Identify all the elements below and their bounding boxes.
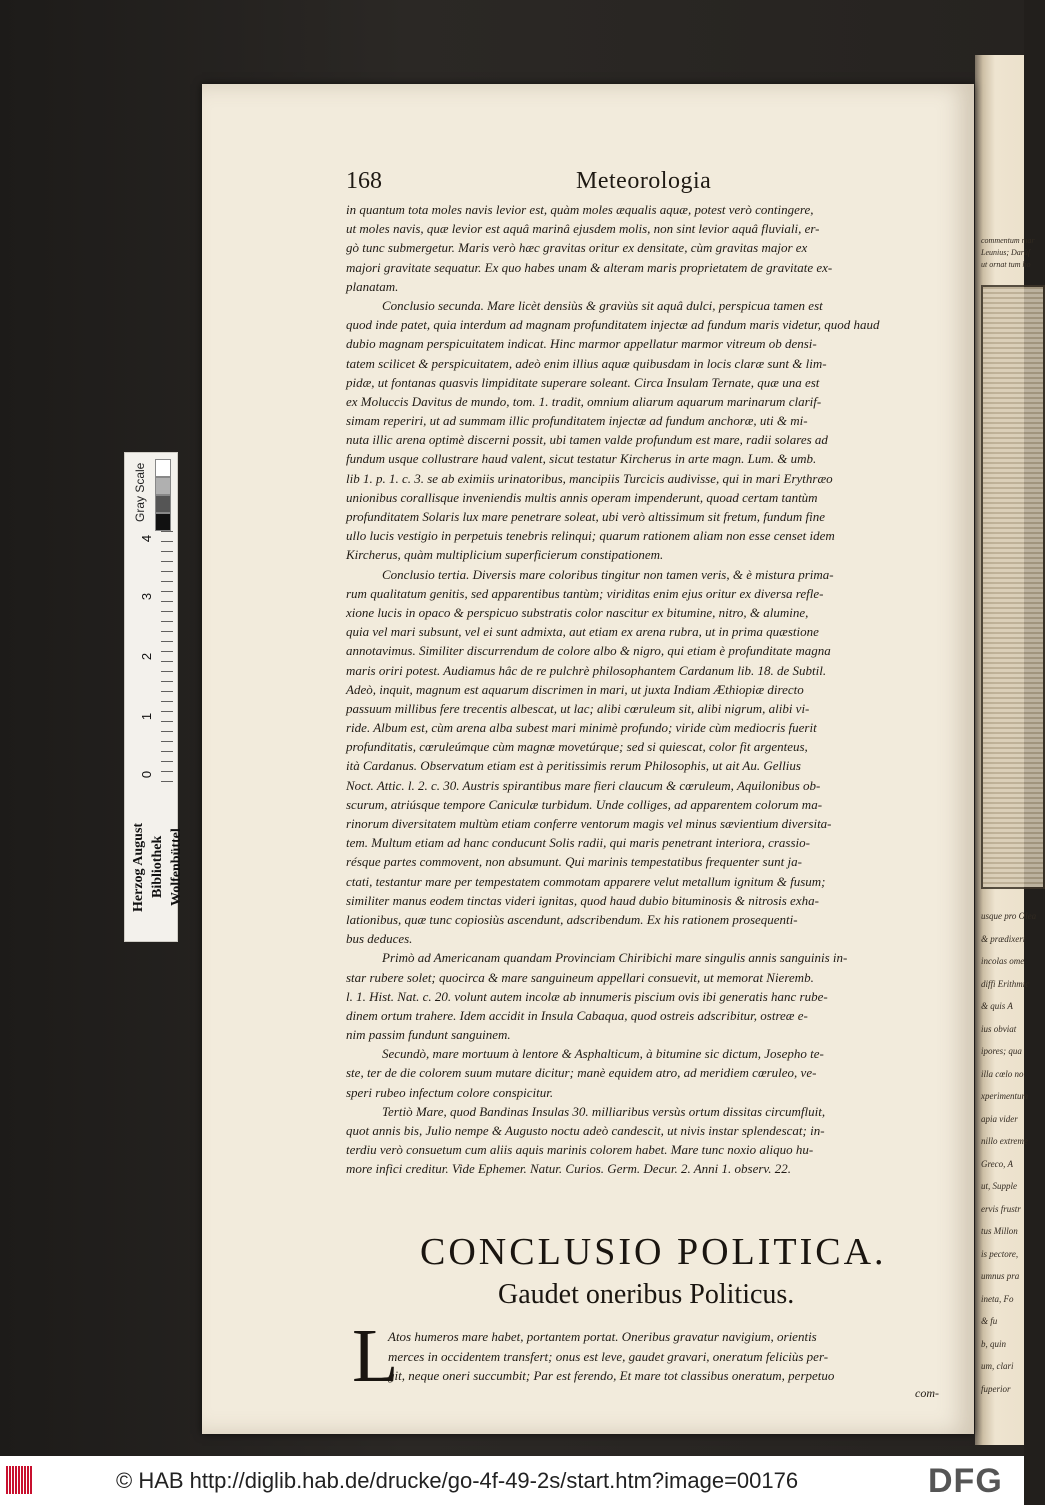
facing-page-fragment: ius obviat [981, 1023, 1017, 1034]
facing-page-fragment: xperimentum [981, 1091, 1028, 1101]
text-line: terdiu verò consuetum cum aliis aquis marinis colorem habet. Mare tunc noxio aliquo hu- [346, 1142, 814, 1158]
catchword: com- [915, 1386, 939, 1400]
running-title: Meteorologia [576, 168, 712, 194]
text-line: Tertiò Mare, quod Bandinas Insulas 30. milliaribus versùs ortum dissitas circumfluit, [382, 1103, 826, 1119]
text-line: ullo lucis vestigio in perpetuis tenebris relinqui; quarum rationem aliam non esse censet idem [346, 528, 835, 544]
text-line: lationibus, quæ tunc copiosiùs ascendunt, adscribendum. Ex his rationem prosequenti- [346, 911, 798, 927]
text-line: tem. Multum etiam ad hanc conducunt Solis radii, qui maris penetrant interiora, crassio- [346, 835, 810, 851]
text-line: ride. Album est, cùm arena alba subest mari minimè profundo; viride cùm mediocris fuerit [346, 720, 817, 736]
facing-page-fragment: apia vider [981, 1113, 1018, 1124]
text-line: ste, ter de die colorem suum mutare dicitur; manè equidem atro, ad meridiem cœruleo, ve- [346, 1065, 817, 1081]
text-line: Primò ad Americanam quandam Provinciam Chiribichi mare singulis annis sanguinis in- [382, 950, 848, 966]
text-line: dubio magnam perspicuitatem indicat. Hinc marmor appellatur marmor vitreum ob densi- [346, 336, 817, 352]
facing-page-fragment: ineta, Fo [981, 1293, 1014, 1304]
text-line: bus deduces. [346, 931, 413, 947]
text-line: Kircherus, quàm multiplicium superficierum constipationem. [346, 547, 664, 563]
ruler-number: 4 [139, 534, 155, 543]
text-line: profunditatis, cœruleúmque cùm magnæ movetúrque; sed si quiescat, color fit argenteus, [346, 739, 808, 755]
text-line: Adeò, inquit, magnum est aquarum discrimen in mari, ut juxta Indiam Æthiopiæ directo [346, 681, 804, 697]
footer-bar [0, 1456, 1024, 1505]
gray-scale-ruler [124, 452, 184, 942]
ruler-number: 3 [139, 592, 155, 601]
page-number: 168 [346, 168, 382, 194]
facing-page-fragment: ut ornat tum ho [981, 260, 1031, 269]
facing-page-fragment: & quis A [981, 1001, 1013, 1011]
facing-page-fragment: fuperior [981, 1383, 1011, 1394]
text-line: git, neque oneri succumbit; Par est ferendo, Et mare tot classibus oneratum, perpetuo [388, 1368, 835, 1383]
text-line: Conclusio secunda. Mare licèt densiùs & graviùs sit aquâ dulci, perspicua tamen est [382, 297, 823, 313]
gray-swatches [155, 459, 171, 525]
text-line: unionibus corallisque inveniendis multis annis operam impenderunt, quoad certam tantùm [346, 489, 818, 505]
facing-page-fragment: usque pro Olea [981, 911, 1037, 921]
facing-page-fragment: ipores; qua [981, 1046, 1022, 1056]
facing-page-fragment: b, quin [981, 1338, 1007, 1349]
text-line: simam reperiri, ut ad summam illic profunditatem injectæ ad fundum anchoræ, uti & mi- [346, 413, 808, 429]
text-line: similiter manus eodem tinctas videri ignitas, quod haud dubio bituminosis & nitrosis exha- [346, 892, 819, 908]
text-line: Secundò, mare mortuum à lentore & Asphalticum, à bitumine sic dictum, Josepho te- [382, 1046, 824, 1062]
facing-page-fragment: tus Millon [981, 1226, 1018, 1236]
text-line: speri rubeo infectum colore conspicitur. [346, 1084, 554, 1100]
facing-page-fragment: & fu [981, 1316, 998, 1326]
section-heading: CONCLUSIO POLITICA. [420, 1231, 887, 1273]
facing-page-fragment: umnus pra [981, 1271, 1020, 1281]
text-line: annotavimus. Similiter discurrendum de colore albo & nigro, qui etiam è profunditate magna [346, 643, 831, 659]
library-label [129, 797, 184, 937]
drop-initial: L [352, 1314, 399, 1398]
engraving-plate [981, 285, 1045, 889]
facing-page-fragment: is pectore, [981, 1248, 1019, 1259]
text-line: pidæ, ut fontanas quasvis limpiditate superare soleant. Circa Insulam Ternate, quæ una est [346, 374, 820, 390]
text-line: profunditatem Solaris lux mare penetrare soleat, ubi verò altissimum sit fretum, fundum fine [346, 509, 826, 524]
facing-page-fragment: nillo extreme [981, 1136, 1028, 1146]
text-line: tatem scilicet & perspicuitatem, adeò enim illius aquæ quibusdam in locis claræ sunt & lim- [346, 355, 827, 371]
dfg-logo: DFG [928, 1462, 1003, 1500]
running-head [346, 168, 926, 196]
text-line: Noct. Attic. l. 2. c. 30. Austris spirantibus mare fieri claucum & cœruleum, Aquilonibus ob- [346, 777, 821, 793]
facing-page-fragment: commentum mar [981, 236, 1035, 245]
final-paragraph [388, 1327, 958, 1386]
ruler-numbers [137, 531, 167, 786]
library-city: Wolfenbüttel [169, 828, 184, 906]
gray-scale-label: Gray Scale [133, 462, 147, 522]
text-line: scurum, atriúsque tempore Caniculæ turbidum. Unde colliges, ad apparentem colorum ma- [346, 796, 823, 812]
facing-page-fragment: diffi Erithmic [981, 978, 1030, 989]
facing-page-fragment: um, clari [981, 1361, 1014, 1371]
text-line: fundum usque collustrare haud valent, sicut testatur Kircherus in arte magn. Lum. & umb. [346, 451, 817, 467]
facing-page-fragment: Leunius; Darùſ [981, 248, 1031, 257]
ruler-number: 1 [139, 712, 155, 721]
text-line: résque partes commovent, non absumunt. Qui marinis tempestatibus frequenter sunt ja- [346, 854, 802, 870]
body-text [346, 200, 946, 1179]
text-line: ità Cardanus. Observatum etiam est à peritissimis rerum Philosophis, ut ait Au. Gellius [346, 758, 801, 774]
text-line: l. 1. Hist. Nat. c. 20. volunt autem incolæ ab innumeris piscium ovis ibi generatis hanc rube- [346, 988, 828, 1004]
text-line: Atos humeros mare habet, portantem portat. Oneribus gravatur navigium, orientis [388, 1329, 817, 1344]
facing-page-fragment: illa cœlo no [981, 1068, 1024, 1079]
text-line: Conclusio tertia. Diversis mare coloribus tingitur non tamen veris, & è mistura prima- [382, 566, 834, 582]
hab-logo-icon [6, 1466, 40, 1494]
text-line: quot annis bis, Julio nempe & Augusto noctu adeò candescit, ut nivis instar splendescat; in- [346, 1123, 825, 1138]
text-line: quod inde patet, quia interdum ad magnam profunditatem injectæ ad fundum maris videtur, quod haud [346, 317, 880, 333]
facing-page-fragment: incolas ome [981, 956, 1025, 966]
text-line: planatam. [346, 278, 399, 294]
text-line: passuum millibus fere trecentis albescat, ut lac; alibi cœruleum sit, alibi nigrum, alibi vi- [346, 700, 810, 716]
text-line: ex Moluccis Davitus de mundo, tom. 1. tradit, omnium aliarum aquarum marinarum clarif- [346, 393, 822, 409]
text-line: xione lucis in opaco & perspicuo substratis color nascitur ex bitumine, nitro, & alumine, [346, 604, 809, 620]
text-line: in quantum tota moles navis levior est, quàm moles æqualis aquæ, potest verò contingere, [346, 202, 814, 217]
text-line: ctati, testantur mare per tempestatem commotam apparere velut metallum ignitum & fusum; [346, 873, 826, 889]
ruler-number: 2 [139, 652, 155, 661]
text-line: dinem ortum trahere. Idem accidit in Insula Cabaqua, quod ostreis adscribitur, ostreæ e- [346, 1007, 808, 1023]
facing-page-fragment: ut, Supple [981, 1181, 1017, 1191]
text-line: ut moles navis, quæ levior est aquâ marinâ ejusdem molis, non sint levior aquâ fluviali, er- [346, 221, 820, 237]
facing-page-fragment: Greco, A [981, 1158, 1013, 1169]
facing-page-header [981, 235, 1035, 271]
section-subheading: Gaudet oneribus Politicus. [498, 1279, 795, 1310]
text-line: majori gravitate sequatur. Ex quo habes unam & alteram maris proprietatem de gravitate ex- [346, 259, 833, 275]
text-line: quia vel mari subsunt, vel ei sunt admixta, aut etiam ex arena rubra, ut in prima quæstione [346, 624, 819, 640]
text-line: nim passim fundunt sanguinem. [346, 1027, 511, 1043]
facing-page-margin-text [981, 905, 1037, 1400]
facing-page-fragment: ervis frustr [981, 1203, 1021, 1214]
library-name: Herzog August Bibliothek [131, 822, 165, 912]
text-line: rinorum diversitatem multùm etiam conferre ventorum magis vel minus sævientium diversita- [346, 816, 832, 831]
facing-page [975, 55, 1037, 1445]
text-line: gò tunc submergetur. Maris verò hæc gravitas oritur ex densitate, cùm gravitas major ex [346, 240, 808, 256]
text-line: nuta illic arena optimè discerni possit, ubi tamen valde profundum est mare, radii solares ad [346, 432, 828, 448]
ruler-number: 0 [139, 770, 155, 779]
text-line: merces in occidentem transfert; onus est leve, gaudet gravari, oneratum feliciùs per- [388, 1348, 829, 1364]
text-line: maris oriri potest. Audiamus hâc de re pulchrè philosophantem Cardanum lib. 18. de Subtil. [346, 662, 827, 678]
text-line: lib 1. p. 1. c. 3. se ab eximiis urinatoribus, mancipiis Turcicis audivisse, qui in mari Erythræo [346, 470, 833, 486]
text-line: rum qualitatum genitis, sed apparentibus tantùm; viriditas enim ejus oritur ex diversa refle- [346, 585, 824, 601]
text-line: star rubere solet; quocirca & mare sanguineum appellari consuevit, ut memorat Nieremb. [346, 969, 814, 985]
facing-page-fragment: & prædixeri [981, 933, 1026, 944]
copyright-link[interactable]: © HAB http://diglib.hab.de/drucke/go-4f-49-2s/start.htm?image=00176 [116, 1468, 799, 1493]
text-line: more infici creditur. Vide Ephemer. Natur. Curios. Germ. Decur. 2. Anni 1. observ. 22. [346, 1161, 791, 1177]
